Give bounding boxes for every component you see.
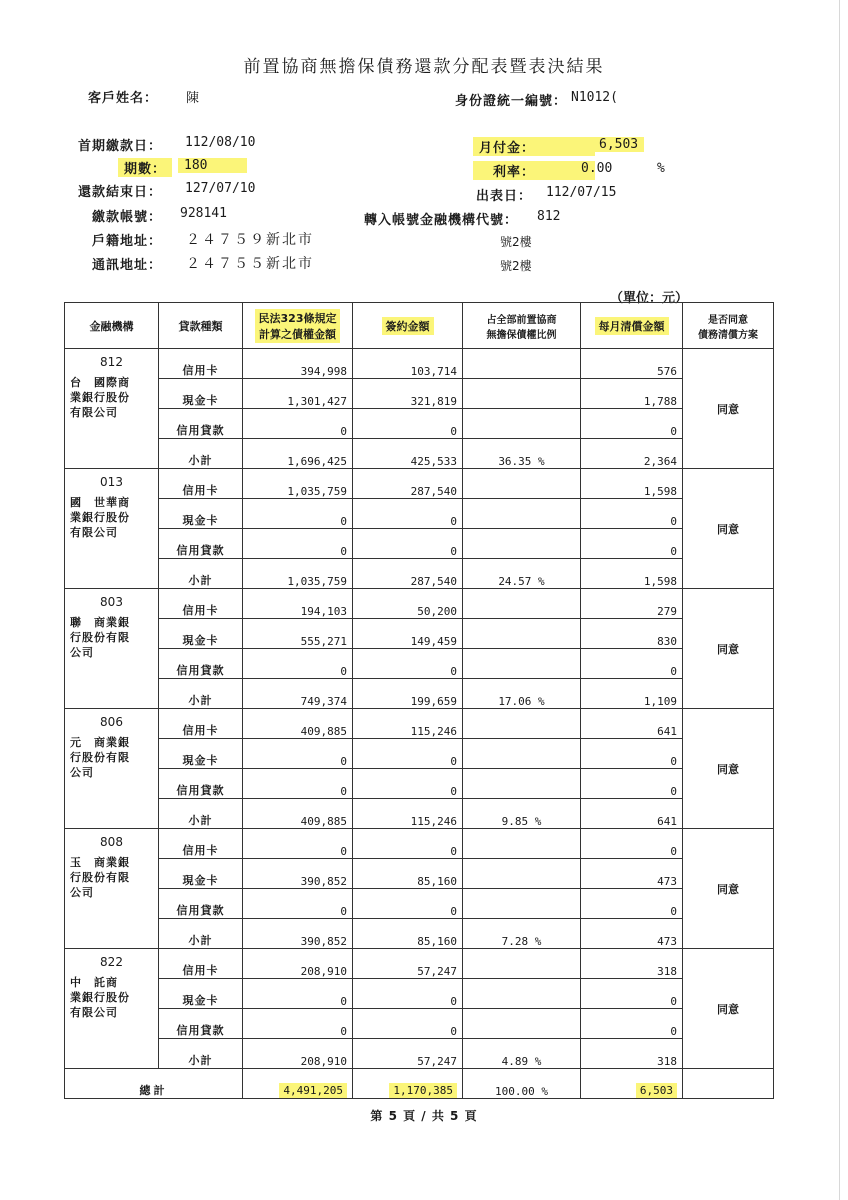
claim-amount: 208,910: [243, 949, 353, 979]
contract-amount: 50,200: [353, 589, 463, 619]
loan-type: 現金卡: [159, 499, 243, 529]
claim-amount: 0: [243, 499, 353, 529]
end-date-label: 還款結束日：: [78, 185, 163, 200]
loan-type: 小計: [159, 919, 243, 949]
total-ratio-cell: [463, 1069, 581, 1099]
ratio-value: [463, 529, 581, 559]
claim-amount: 0: [243, 739, 353, 769]
claim-amount: 0: [243, 889, 353, 919]
bank-cell: [65, 469, 159, 589]
ratio-value: [463, 409, 581, 439]
claim-amount: 394,998: [243, 349, 353, 379]
monthly-amount: 318: [581, 1039, 683, 1069]
bank-name-line: 行股份有限: [70, 751, 130, 764]
bank-name-line: 公司: [70, 766, 94, 779]
interest-rate-value: 0.00: [581, 161, 613, 176]
claim-amount: 1,696,425: [243, 439, 353, 469]
ratio-value: [463, 379, 581, 409]
loan-type: 小計: [159, 559, 243, 589]
unit-note: （單位：元）: [610, 291, 689, 306]
first-pay-value: 112/08/10: [185, 135, 256, 150]
contract-amount: 115,246: [353, 709, 463, 739]
bank-code: 812: [100, 355, 123, 369]
bank-name-line: 業銀行股份: [70, 511, 130, 524]
contract-amount: 0: [353, 979, 463, 1009]
bank-cell: [65, 829, 159, 949]
issue-date-value: 112/07/15: [546, 185, 617, 200]
ratio-value: [463, 829, 581, 859]
ratio-value: [463, 499, 581, 529]
mailing-address-label: 通訊地址：: [92, 258, 163, 273]
bank-code: 013: [100, 475, 123, 489]
claim-amount: 0: [243, 529, 353, 559]
claim-amount: 0: [243, 649, 353, 679]
monthly-payment-label: 月付金：: [473, 137, 595, 156]
monthly-amount: 0: [581, 739, 683, 769]
monthly-amount: 473: [581, 859, 683, 889]
monthly-payment-value: 6,503: [593, 137, 644, 152]
table-header-row: [65, 303, 774, 349]
bank-name-line: 台 國際商: [70, 376, 130, 389]
contract-amount: 0: [353, 529, 463, 559]
loan-type: 信用卡: [159, 829, 243, 859]
bank-name-line: 有限公司: [70, 1006, 118, 1019]
table-row: [65, 919, 774, 949]
ratio-value: 7.28 %: [463, 919, 581, 949]
claim-amount: 409,885: [243, 709, 353, 739]
page-footer: 第 5 頁 / 共 5 頁: [370, 1109, 478, 1123]
contract-amount: 0: [353, 409, 463, 439]
bank-name-line: 公司: [70, 886, 94, 899]
claim-amount: 194,103: [243, 589, 353, 619]
claim-amount: 1,301,427: [243, 379, 353, 409]
id-number-label: 身份證統一編號：: [455, 94, 568, 109]
ratio-value: 36.35 %: [463, 439, 581, 469]
ratio-value: [463, 349, 581, 379]
bank-code: 808: [100, 835, 123, 849]
transfer-bank-label: 轉入帳號金融機構代號：: [364, 213, 519, 228]
contract-amount: 0: [353, 769, 463, 799]
bank-name-line: 玉 商業銀: [70, 856, 130, 869]
total-claim: 4,491,205: [279, 1083, 347, 1098]
end-date-value: 127/07/10: [185, 181, 256, 196]
table-row: [65, 439, 774, 469]
monthly-amount: 0: [581, 889, 683, 919]
contract-amount: 0: [353, 649, 463, 679]
contract-amount: 0: [353, 1009, 463, 1039]
periods-label: 期數：: [118, 158, 172, 177]
loan-type: 小計: [159, 1039, 243, 1069]
claim-amount: 555,271: [243, 619, 353, 649]
table-row: [65, 589, 774, 619]
header-agree: 是否同意 債務清償方案: [683, 303, 774, 349]
monthly-amount: 318: [581, 949, 683, 979]
claim-amount: 0: [243, 829, 353, 859]
registered-address-value: ２４７５９新北市: [186, 232, 314, 248]
total-ratio: 100.00 %: [495, 1085, 548, 1098]
table-row: [65, 649, 774, 679]
claim-amount: 0: [243, 979, 353, 1009]
bank-name-line: 行股份有限: [70, 871, 130, 884]
customer-name-label: 客戶姓名：: [88, 91, 159, 106]
contract-amount: 85,160: [353, 859, 463, 889]
monthly-amount: 1,788: [581, 379, 683, 409]
loan-type: 信用卡: [159, 949, 243, 979]
bank-name-line: 元 商業銀: [70, 736, 130, 749]
interest-rate-unit: %: [657, 161, 665, 176]
loan-type: 現金卡: [159, 979, 243, 1009]
contract-amount: 287,540: [353, 469, 463, 499]
account-value: 928141: [180, 206, 227, 221]
monthly-amount: 0: [581, 409, 683, 439]
contract-amount: 0: [353, 739, 463, 769]
contract-amount: 149,459: [353, 619, 463, 649]
ratio-value: [463, 649, 581, 679]
total-contract: 1,170,385: [389, 1083, 457, 1098]
ratio-value: [463, 709, 581, 739]
loan-type: 信用卡: [159, 349, 243, 379]
monthly-amount: 2,364: [581, 439, 683, 469]
table-row: [65, 709, 774, 739]
bank-name-line: 公司: [70, 646, 94, 659]
bank-name-line: 有限公司: [70, 526, 118, 539]
loan-type: 信用貸款: [159, 529, 243, 559]
monthly-amount: 0: [581, 649, 683, 679]
claim-amount: 409,885: [243, 799, 353, 829]
monthly-amount: 830: [581, 619, 683, 649]
contract-amount: 57,247: [353, 1039, 463, 1069]
loan-type: 現金卡: [159, 859, 243, 889]
mailing-address-value: ２４７５５新北市: [186, 256, 314, 272]
loan-type: 小計: [159, 439, 243, 469]
bank-name-line: 中 託商: [70, 976, 118, 989]
table-row: [65, 1039, 774, 1069]
total-monthly: 6,503: [636, 1083, 677, 1098]
table-row: [65, 739, 774, 769]
ratio-value: 17.06 %: [463, 679, 581, 709]
loan-type: 信用貸款: [159, 649, 243, 679]
claim-amount: 0: [243, 769, 353, 799]
total-label: 總計: [65, 1069, 243, 1099]
table-row: [65, 829, 774, 859]
table-row: [65, 769, 774, 799]
contract-amount: 0: [353, 499, 463, 529]
ratio-value: 9.85 %: [463, 799, 581, 829]
table-row: [65, 379, 774, 409]
monthly-amount: 1,598: [581, 469, 683, 499]
loan-type: 信用貸款: [159, 889, 243, 919]
monthly-amount: 1,598: [581, 559, 683, 589]
periods-value: 180: [178, 158, 247, 173]
ratio-value: [463, 979, 581, 1009]
contract-amount: 287,540: [353, 559, 463, 589]
table-row: [65, 949, 774, 979]
monthly-amount: 0: [581, 979, 683, 1009]
bank-name-line: 聯 商業銀: [70, 616, 130, 629]
agree-status: 同意: [683, 709, 774, 829]
bank-name-line: 業銀行股份: [70, 991, 130, 1004]
ratio-value: 4.89 %: [463, 1039, 581, 1069]
claim-amount: 1,035,759: [243, 559, 353, 589]
contract-amount: 199,659: [353, 679, 463, 709]
monthly-amount: 0: [581, 769, 683, 799]
loan-type: 小計: [159, 799, 243, 829]
contract-amount: 321,819: [353, 379, 463, 409]
claim-amount: 749,374: [243, 679, 353, 709]
ratio-value: 24.57 %: [463, 559, 581, 589]
scan-edge: [839, 0, 840, 1200]
monthly-amount: 0: [581, 1009, 683, 1039]
header-ratio: 占全部前置協商 無擔保債權比例: [463, 303, 581, 349]
monthly-amount: 1,109: [581, 679, 683, 709]
contract-amount: 115,246: [353, 799, 463, 829]
agree-status: 同意: [683, 469, 774, 589]
monthly-amount: 473: [581, 919, 683, 949]
ratio-value: [463, 469, 581, 499]
bank-code: 803: [100, 595, 123, 609]
claim-amount: 208,910: [243, 1039, 353, 1069]
monthly-amount: 641: [581, 799, 683, 829]
contract-amount: 85,160: [353, 919, 463, 949]
loan-type: 信用卡: [159, 709, 243, 739]
bank-name-line: 行股份有限: [70, 631, 130, 644]
claim-amount: 390,852: [243, 919, 353, 949]
claim-amount: 390,852: [243, 859, 353, 889]
table-row: [65, 679, 774, 709]
bank-name-line: 業銀行股份: [70, 391, 130, 404]
loan-type: 現金卡: [159, 739, 243, 769]
header-claim-amount: 民法323條規定 計算之債權金額: [243, 303, 353, 349]
table-row: [65, 1009, 774, 1039]
table-row: [65, 469, 774, 499]
table-row: [65, 529, 774, 559]
total-agree-empty: [683, 1069, 774, 1099]
total-row: [65, 1069, 774, 1099]
bank-code: 806: [100, 715, 123, 729]
ratio-value: [463, 619, 581, 649]
monthly-amount: 576: [581, 349, 683, 379]
claim-amount: 1,035,759: [243, 469, 353, 499]
customer-name-value: 陳: [186, 91, 200, 106]
loan-type: 信用貸款: [159, 769, 243, 799]
contract-amount: 425,533: [353, 439, 463, 469]
total-claim-cell: [243, 1069, 353, 1099]
monthly-amount: 0: [581, 829, 683, 859]
monthly-amount: 0: [581, 499, 683, 529]
mailing-address-tail: 號2樓: [500, 259, 532, 273]
ratio-value: [463, 889, 581, 919]
bank-cell: [65, 349, 159, 469]
contract-amount: 57,247: [353, 949, 463, 979]
ratio-value: [463, 739, 581, 769]
registered-address-tail: 號2樓: [500, 235, 532, 249]
ratio-value: [463, 859, 581, 889]
bank-cell: [65, 949, 159, 1069]
loan-type: 現金卡: [159, 379, 243, 409]
bank-name-line: 國 世華商: [70, 496, 130, 509]
id-number-value: N1012(: [571, 90, 618, 105]
account-label: 繳款帳號：: [92, 210, 163, 225]
claim-amount: 0: [243, 409, 353, 439]
loan-type: 信用卡: [159, 469, 243, 499]
interest-rate-label: 利率：: [473, 161, 595, 180]
monthly-amount: 279: [581, 589, 683, 619]
ratio-value: [463, 949, 581, 979]
claim-amount: 0: [243, 1009, 353, 1039]
table-row: [65, 799, 774, 829]
table-row: [65, 979, 774, 1009]
table-row: [65, 859, 774, 889]
monthly-amount: 641: [581, 709, 683, 739]
table-row: [65, 349, 774, 379]
bank-cell: [65, 709, 159, 829]
repayment-table: [64, 302, 774, 1099]
bank-code: 822: [100, 955, 123, 969]
total-monthly-cell: [581, 1069, 683, 1099]
contract-amount: 0: [353, 889, 463, 919]
ratio-value: [463, 1009, 581, 1039]
document-title: 前置協商無擔保債務還款分配表暨表決結果: [243, 57, 605, 77]
header-monthly: 每月清償金額: [581, 303, 683, 349]
table-row: [65, 499, 774, 529]
registered-address-label: 戶籍地址：: [92, 234, 163, 249]
ratio-value: [463, 769, 581, 799]
bank-cell: [65, 589, 159, 709]
agree-status: 同意: [683, 349, 774, 469]
header-bank: 金融機構: [65, 303, 159, 349]
agree-status: 同意: [683, 949, 774, 1069]
loan-type: 信用貸款: [159, 1009, 243, 1039]
header-loan-type: 貸款種類: [159, 303, 243, 349]
bank-name-line: 有限公司: [70, 406, 118, 419]
header-contract-amount: 簽約金額: [353, 303, 463, 349]
table-row: [65, 409, 774, 439]
table-row: [65, 559, 774, 589]
loan-type: 現金卡: [159, 619, 243, 649]
contract-amount: 0: [353, 829, 463, 859]
agree-status: 同意: [683, 829, 774, 949]
loan-type: 信用貸款: [159, 409, 243, 439]
contract-amount: 103,714: [353, 349, 463, 379]
transfer-bank-value: 812: [537, 209, 561, 224]
loan-type: 信用卡: [159, 589, 243, 619]
ratio-value: [463, 589, 581, 619]
loan-type: 小計: [159, 679, 243, 709]
first-pay-label: 首期繳款日：: [78, 139, 163, 154]
issue-date-label: 出表日：: [476, 189, 533, 204]
monthly-amount: 0: [581, 529, 683, 559]
table-row: [65, 889, 774, 919]
agree-status: 同意: [683, 589, 774, 709]
total-contract-cell: [353, 1069, 463, 1099]
table-row: [65, 619, 774, 649]
